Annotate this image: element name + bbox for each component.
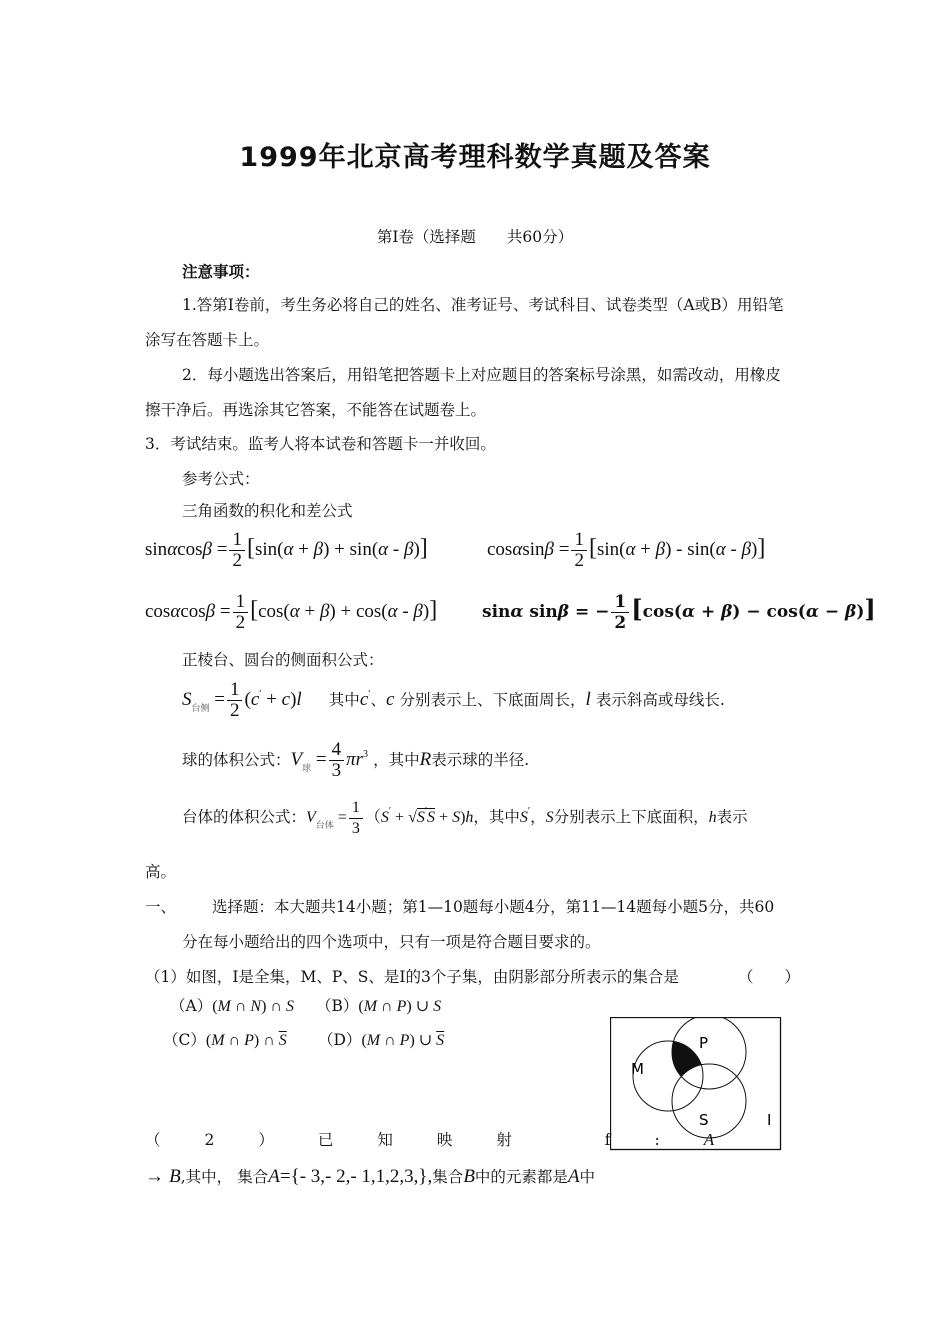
sphere-row: 球的体积公式：$V_球$ = $\frac{4}{3}$ $\pi r^3$ ，其中R表示球的半径. [182, 739, 530, 781]
volume-label: 台体的体积公式： [182, 808, 307, 827]
q1-answer-paren: （ ） [738, 968, 801, 986]
notice-item-2-line-1: 2．每小题选出答案后，用铅笔把答题卡上对应题目的答案标号涂黑，如需改动，用橡皮 [182, 366, 781, 384]
section1-number: 一、 [145, 898, 177, 916]
trig-heading: 三角函数的积化和差公式 [182, 502, 353, 520]
frustum-note: 其中 [328, 690, 360, 709]
notice-heading: 注意事项： [182, 262, 260, 281]
formula-cos-cos: cosαcosβ = $\frac{1}{2}$ [cos(α + β) + cos(α - β)] [145, 591, 438, 633]
label-i: I [767, 1111, 772, 1129]
volume-desc: 分别表示上下底面积， [553, 808, 709, 827]
section1-line-1: 选择题：本大题共14小题；第1—10题每小题4分，第11—14题每小题5分，共60 [212, 898, 775, 916]
section1-line-2: 分在每小题给出的四个选项中，只有一项是符合题目要求的。 [182, 933, 601, 951]
notice-item-3: 3．考试结束。监考人将本试卷和答题卡一并收回。 [145, 435, 496, 453]
q2-line-1: （2）已知映射 f:A [145, 1130, 715, 1149]
frustum-desc: 分别表示上、下底面周长， [399, 690, 586, 709]
sphere-formula: $V_球$ = $\frac{4}{3}$ $\pi r^3$ [290, 739, 369, 781]
formula-sin-sin: sinα sinβ = − $\frac{1}{2}$ [cos(α + β) − cos(α − β)] [482, 592, 876, 633]
label-m: M [631, 1060, 644, 1078]
sphere-label: 球的体积公式： [182, 750, 291, 769]
reference-heading: 参考公式： [182, 470, 260, 488]
formula-sin-cos: sinαcosβ = $\frac{1}{2}$ [sin(α + β) + sin(α - β)] [145, 529, 428, 571]
frustum-desc2: 表示斜高或母线长. [595, 690, 725, 709]
volume-desc2: 表示 [716, 808, 748, 827]
section-header: 第Ⅰ卷（选择题 共60分） [376, 228, 574, 246]
q1-option-a: （A）(M ∩ N) ∩ S [170, 997, 294, 1015]
q1-option-b: （B）(M ∩ P) ∪ S [316, 997, 442, 1015]
frustum-formula: $S_{台侧}$ = $\frac{1}{2}$ (c′ + c)l [182, 679, 302, 721]
notice-item-1-line-2: 涂写在答题卡上。 [145, 331, 270, 349]
volume-note: ，其中 [473, 808, 520, 827]
page-title: 1999年北京高考理科数学真题及答案 [239, 142, 711, 173]
formula-cos-sin: cosαsinβ = $\frac{1}{2}$ [sin(α + β) - sin(α - β)] [487, 529, 766, 571]
notice-item-2-line-2: 擦干净后。再选涂其它答案，不能答在试题卷上。 [145, 401, 487, 419]
volume-tail: 高。 [145, 863, 177, 881]
q1-option-c: （C）(M ∩ P) ∩ $\overline{S}$ [163, 1031, 287, 1049]
sphere-desc: 表示球的半径. [431, 750, 530, 769]
volume-row: 台体的体积公式：$V_{台体}$ = $\frac{1}{3}$ （S′ + √S′S + S)h，其中S′，S分别表示上下底面积，h表示 [182, 799, 748, 837]
notice-item-1-line-1: 1.答第Ⅰ卷前，考生务必将自己的姓名、准考证号、考试科目、试卷类型（A或B）用铅笔 [182, 296, 784, 314]
q2-line-2: → B,其中， 集合A={- 3,- 2,- 1,1,2,3,},集合B中的元素都是A中 [145, 1166, 596, 1187]
volume-formula: $V_{台体}$ = $\frac{1}{3}$ （S′ + √S′S + S)h [306, 799, 474, 837]
frustum-heading: 正棱台、圆台的侧面积公式： [182, 651, 384, 669]
q1-stem: （1）如图，Ⅰ是全集，M、P、S、是Ⅰ的3个子集，由阴影部分所表示的集合是 [145, 968, 679, 986]
q1-option-d: （D）(M ∩ P) ∪ $\overline{S}$ [318, 1031, 445, 1049]
label-p: P [699, 1034, 709, 1052]
sphere-note: ，其中 [373, 750, 420, 769]
frustum-formula-row: $S_{台侧}$ = $\frac{1}{2}$ (c′ + c)l 其中c′、c 分别表示上、下底面周长，l 表示斜高或母线长. [182, 679, 725, 721]
circle-s [672, 1064, 746, 1138]
label-s: S [699, 1111, 709, 1129]
